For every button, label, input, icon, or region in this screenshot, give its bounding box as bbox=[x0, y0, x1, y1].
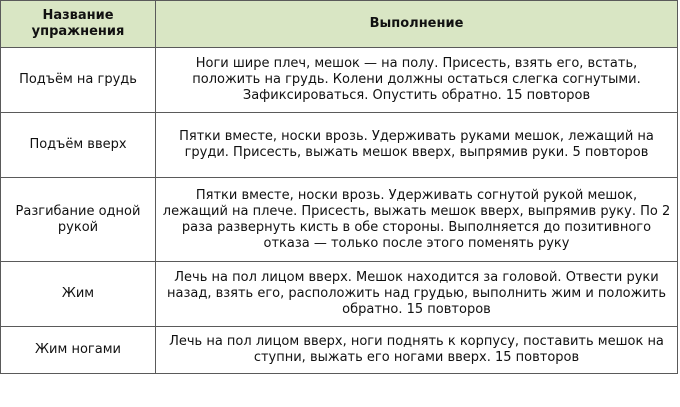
table-header bbox=[1, 1, 678, 48]
exercise-name-cell: Подъём вверх bbox=[1, 113, 156, 178]
header-row bbox=[1, 1, 678, 48]
exercise-execution-cell: Ноги шире плеч, мешок — на полу. Присесть, взять его, встать, положить на грудь. Колени должны остаться слегка согнутыми. Зафиксироваться. Опустить обратно. 15 повторов bbox=[156, 48, 678, 113]
exercise-name-cell: Жим ногами bbox=[1, 327, 156, 374]
exercise-execution-cell: Пятки вместе, носки врозь. Удерживать согнутой рукой мешок, лежащий на плече. Присесть, выжать мешок вверх, выпрямив руку. По 2 раза развернуть кисть в обе стороны. Выполняется до позитивного отказа — только после этого поменять руку bbox=[156, 178, 678, 262]
table-row bbox=[1, 327, 678, 374]
exercise-execution-cell: Пятки вместе, носки врозь. Удерживать руками мешок, лежащий на груди. Присесть, выжать мешок вверх, выпрямив руки. 5 повторов bbox=[156, 113, 678, 178]
exercise-name-cell: Разгибание одной рукой bbox=[1, 178, 156, 262]
exercise-execution-cell: Лечь на пол лицом вверх. Мешок находится за головой. Отвести руки назад, взять его, расположить над грудью, выполнить жим и положить обратно. 15 повторов bbox=[156, 262, 678, 327]
table-row bbox=[1, 48, 678, 113]
exercise-execution-cell: Лечь на пол лицом вверх, ноги поднять к корпусу, поставить мешок на ступни, выжать его ногами вверх. 15 повторов bbox=[156, 327, 678, 374]
exercise-name-cell: Подъём на грудь bbox=[1, 48, 156, 113]
table-row bbox=[1, 178, 678, 262]
exercise-name-cell: Жим bbox=[1, 262, 156, 327]
header-execution: Выполнение bbox=[156, 1, 678, 48]
header-exercise-name: Название упражнения bbox=[1, 1, 156, 48]
table-row bbox=[1, 113, 678, 178]
table-body bbox=[1, 48, 678, 374]
table-row bbox=[1, 262, 678, 327]
